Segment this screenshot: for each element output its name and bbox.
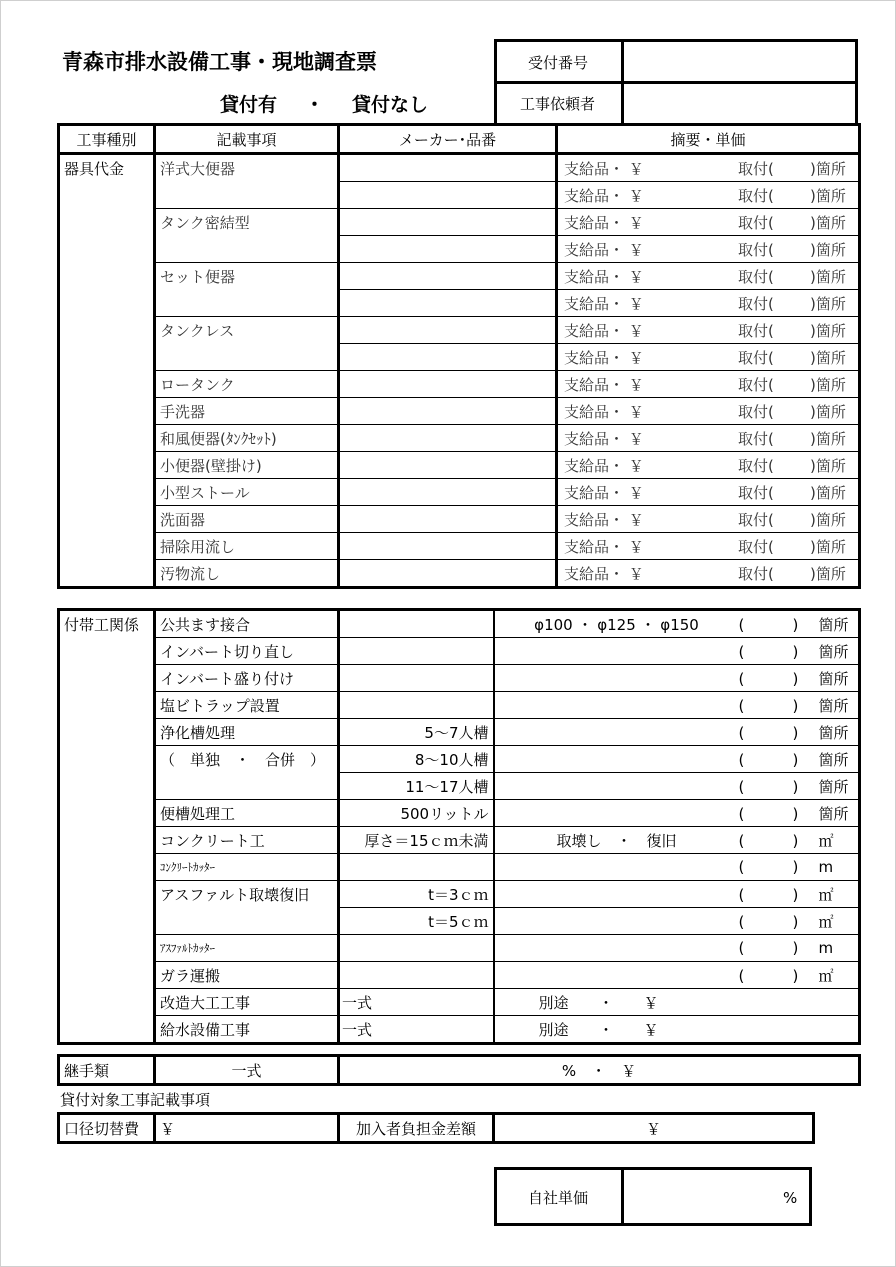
fixture-name bbox=[155, 290, 339, 317]
fixture-maker-field[interactable] bbox=[339, 344, 557, 371]
install-unit: )箇所 bbox=[810, 213, 846, 232]
install-unit: )箇所 bbox=[810, 375, 846, 394]
work-quantity[interactable] bbox=[739, 962, 860, 989]
fixture-name: タンク密結型 bbox=[155, 209, 339, 236]
install-unit: )箇所 bbox=[810, 537, 846, 556]
close-paren: ) bbox=[792, 858, 799, 876]
work-note: 取壊し ・ 復旧 bbox=[494, 827, 739, 854]
install-unit: )箇所 bbox=[810, 510, 846, 529]
open-paren: ( bbox=[738, 642, 745, 661]
work-quantity[interactable] bbox=[739, 881, 860, 908]
fixture-summary bbox=[557, 236, 860, 263]
loan-no: 貸付なし bbox=[352, 94, 429, 116]
work-name: （ 単独 ・ 合併 ） bbox=[155, 746, 339, 773]
fixture-name: 小型ストール bbox=[155, 479, 339, 506]
work-quantity[interactable] bbox=[739, 638, 860, 665]
work-name: ガラ運搬 bbox=[155, 962, 339, 989]
work-unit: 箇所 bbox=[818, 804, 849, 823]
install-unit: )箇所 bbox=[810, 564, 846, 583]
close-paren: ) bbox=[792, 615, 799, 634]
fixture-maker-field[interactable] bbox=[339, 506, 557, 533]
work-quantity[interactable] bbox=[739, 935, 860, 962]
close-paren: ) bbox=[792, 777, 799, 796]
work-unit: 箇所 bbox=[818, 750, 849, 769]
work-note bbox=[494, 692, 739, 719]
open-paren: ( bbox=[738, 723, 745, 742]
work-name: 公共ます接合 bbox=[155, 610, 339, 638]
work-quantity[interactable] bbox=[739, 773, 860, 800]
install-label: 取付( bbox=[738, 375, 774, 394]
work-note bbox=[494, 665, 739, 692]
fixture-name bbox=[155, 344, 339, 371]
install-unit: )箇所 bbox=[810, 294, 846, 313]
close-paren: ) bbox=[792, 804, 799, 823]
work-quantity[interactable] bbox=[739, 665, 860, 692]
requester-label: 工事依頼者 bbox=[520, 95, 596, 113]
joints-label: 継手類 bbox=[59, 1056, 155, 1085]
diameter-change-label: 口径切替費 bbox=[59, 1114, 155, 1143]
install-label: 取付( bbox=[738, 429, 774, 448]
fixture-summary bbox=[557, 263, 860, 290]
fixture-name: タンクレス bbox=[155, 317, 339, 344]
work-spec: 一式 bbox=[339, 989, 494, 1016]
fixture-maker-field[interactable] bbox=[339, 317, 557, 344]
fixture-name: 和風便器(ﾀﾝｸｾｯﾄ) bbox=[155, 425, 339, 452]
fixture-maker-field[interactable] bbox=[339, 154, 557, 182]
work-unit: 箇所 bbox=[818, 669, 849, 688]
supply-price-label: 支給品・ ￥ bbox=[564, 429, 644, 448]
open-paren: ( bbox=[738, 912, 745, 931]
receipt-number-label: 受付番号 bbox=[528, 54, 589, 72]
install-label: 取付( bbox=[738, 564, 774, 583]
fixture-name: 洋式大便器 bbox=[155, 154, 339, 182]
work-spec: 8～10人槽 bbox=[339, 746, 494, 773]
work-name: 給水設備工事 bbox=[155, 1016, 339, 1044]
work-spec bbox=[339, 962, 494, 989]
loan-separator: ・ bbox=[305, 94, 325, 116]
supply-price-label: 支給品・ ￥ bbox=[564, 564, 644, 583]
work-name: 塩ビトラップ設置 bbox=[155, 692, 339, 719]
work-quantity[interactable] bbox=[739, 610, 860, 638]
work-unit: m bbox=[818, 858, 834, 876]
install-label: 取付( bbox=[738, 294, 774, 313]
work-spec bbox=[339, 935, 494, 962]
work-unit: 箇所 bbox=[818, 723, 849, 742]
work-spec bbox=[339, 692, 494, 719]
work-spec: 厚さ＝15ｃｍ未満 bbox=[339, 827, 494, 854]
work-note: 別途 ・ ￥ bbox=[538, 1020, 659, 1039]
supply-price-label: 支給品・ ￥ bbox=[564, 537, 644, 556]
work-note: 別途 ・ ￥ bbox=[494, 989, 860, 1016]
fixture-name: 掃除用流し bbox=[155, 533, 339, 560]
work-unit: ㎡ bbox=[818, 885, 834, 904]
work-unit: 箇所 bbox=[818, 777, 849, 796]
work-note bbox=[494, 935, 739, 962]
fixture-summary bbox=[557, 560, 860, 588]
supply-price-label: 支給品・ ￥ bbox=[564, 348, 644, 367]
fixture-maker-field[interactable] bbox=[339, 263, 557, 290]
open-paren: ( bbox=[738, 858, 745, 876]
install-unit: )箇所 bbox=[810, 321, 846, 340]
open-paren: ( bbox=[738, 885, 745, 904]
work-spec: 一式 bbox=[339, 1016, 494, 1044]
loan-yes: 貸付有 bbox=[220, 94, 278, 116]
work-spec: 11～17人槽 bbox=[339, 773, 494, 800]
work-name: ｺﾝｸﾘｰﾄｶｯﾀｰ bbox=[155, 854, 339, 881]
supply-price-label: 支給品・ ￥ bbox=[564, 267, 644, 286]
work-note bbox=[494, 773, 739, 800]
fixture-name: ロータンク bbox=[155, 371, 339, 398]
loan-table bbox=[57, 1112, 815, 1144]
own-price-label: 自社単価 bbox=[528, 1189, 589, 1207]
supply-price-label: 支給品・ ￥ bbox=[564, 456, 644, 475]
receipt-number-field[interactable] bbox=[626, 43, 854, 80]
fixture-maker-field[interactable] bbox=[339, 398, 557, 425]
loan-options bbox=[220, 90, 428, 117]
work-note bbox=[494, 881, 739, 908]
fixture-maker-field[interactable] bbox=[339, 479, 557, 506]
close-paren: ) bbox=[792, 723, 799, 742]
supply-price-label: 支給品・ ￥ bbox=[564, 510, 644, 529]
install-label: 取付( bbox=[738, 348, 774, 367]
requester-field[interactable] bbox=[626, 85, 854, 123]
work-name: コンクリート工 bbox=[155, 827, 339, 854]
fixture-summary bbox=[557, 371, 860, 398]
own-price-value[interactable]: % bbox=[783, 1189, 798, 1207]
col-maker: メーカー･品番 bbox=[339, 125, 557, 154]
supply-price-label: 支給品・ ￥ bbox=[564, 402, 644, 421]
close-paren: ) bbox=[792, 885, 799, 904]
work-spec: t＝5ｃｍ bbox=[339, 908, 494, 935]
supply-price-label: 支給品・ ￥ bbox=[564, 240, 644, 259]
install-label: 取付( bbox=[738, 186, 774, 205]
fixtures-table bbox=[57, 123, 861, 589]
fixture-maker-field[interactable] bbox=[339, 425, 557, 452]
joints-note: % ・ ￥ bbox=[561, 1061, 637, 1080]
fixture-name: 小便器(壁掛け) bbox=[155, 452, 339, 479]
work-spec bbox=[339, 638, 494, 665]
work-spec: t＝3ｃｍ bbox=[339, 881, 494, 908]
close-paren: ) bbox=[792, 939, 799, 957]
work-quantity[interactable] bbox=[739, 854, 860, 881]
work-unit: ㎡ bbox=[818, 912, 834, 931]
install-unit: )箇所 bbox=[810, 456, 846, 475]
member-diff-value[interactable]: ￥ bbox=[645, 1119, 661, 1138]
work-quantity[interactable] bbox=[739, 746, 860, 773]
joints-spec: 一式 bbox=[155, 1056, 339, 1085]
install-unit: )箇所 bbox=[810, 240, 846, 259]
fixture-name bbox=[155, 182, 339, 209]
work-name: 改造大工工事 bbox=[155, 989, 339, 1016]
install-label: 取付( bbox=[738, 213, 774, 232]
work-quantity[interactable] bbox=[739, 719, 860, 746]
open-paren: ( bbox=[738, 804, 745, 823]
work-name: ｱｽﾌｧﾙﾄｶｯﾀｰ bbox=[155, 935, 339, 962]
supply-price-label: 支給品・ ￥ bbox=[564, 294, 644, 313]
work-name: アスファルト取壊復旧 bbox=[155, 881, 339, 908]
close-paren: ) bbox=[792, 696, 799, 715]
work-quantity[interactable] bbox=[739, 692, 860, 719]
works-table bbox=[57, 608, 861, 1045]
fixture-summary bbox=[557, 533, 860, 560]
work-name bbox=[155, 908, 339, 935]
fixture-maker-field[interactable] bbox=[339, 560, 557, 588]
install-label: 取付( bbox=[738, 159, 774, 178]
install-label: 取付( bbox=[738, 402, 774, 421]
diameter-change-value[interactable]: ￥ bbox=[155, 1114, 339, 1143]
work-name: 便槽処理工 bbox=[155, 800, 339, 827]
fixtures-category: 器具代金 bbox=[59, 154, 155, 588]
close-paren: ) bbox=[792, 966, 799, 985]
work-spec: 5～7人槽 bbox=[339, 719, 494, 746]
fixture-summary bbox=[557, 182, 860, 209]
install-label: 取付( bbox=[738, 483, 774, 502]
fixture-maker-field[interactable] bbox=[339, 236, 557, 263]
open-paren: ( bbox=[738, 750, 745, 769]
supply-price-label: 支給品・ ￥ bbox=[564, 483, 644, 502]
open-paren: ( bbox=[738, 696, 745, 715]
fixture-summary bbox=[557, 317, 860, 344]
work-note bbox=[494, 800, 739, 827]
works-category: 付帯工関係 bbox=[59, 610, 155, 1044]
work-spec bbox=[339, 610, 494, 638]
work-name: 浄化槽処理 bbox=[155, 719, 339, 746]
member-diff-label: 加入者負担金差額 bbox=[339, 1114, 494, 1143]
install-unit: )箇所 bbox=[810, 429, 846, 448]
fixture-summary bbox=[557, 154, 860, 182]
supply-price-label: 支給品・ ￥ bbox=[564, 213, 644, 232]
work-unit: ㎡ bbox=[818, 831, 834, 850]
work-spec bbox=[339, 854, 494, 881]
install-unit: )箇所 bbox=[810, 402, 846, 421]
fixture-name bbox=[155, 236, 339, 263]
fixture-summary bbox=[557, 425, 860, 452]
joints-table bbox=[57, 1054, 861, 1086]
work-name: インバート盛り付け bbox=[155, 665, 339, 692]
fixture-summary bbox=[557, 452, 860, 479]
page-title: 青森市排水設備工事・現地調査票 bbox=[62, 50, 377, 74]
work-unit: 箇所 bbox=[818, 696, 849, 715]
close-paren: ) bbox=[792, 912, 799, 931]
open-paren: ( bbox=[738, 831, 745, 850]
fixture-maker-field[interactable] bbox=[339, 209, 557, 236]
install-unit: )箇所 bbox=[810, 159, 846, 178]
close-paren: ) bbox=[792, 831, 799, 850]
fixture-maker-field[interactable] bbox=[339, 533, 557, 560]
work-spec: 500リットル bbox=[339, 800, 494, 827]
work-note bbox=[494, 638, 739, 665]
install-label: 取付( bbox=[738, 456, 774, 475]
work-quantity[interactable] bbox=[739, 908, 860, 935]
fixture-name: 汚物流し bbox=[155, 560, 339, 588]
work-note bbox=[494, 854, 739, 881]
work-quantity[interactable] bbox=[739, 827, 860, 854]
col-summary: 摘要・単価 bbox=[670, 130, 746, 149]
open-paren: ( bbox=[738, 939, 745, 957]
col-description: 記載事項 bbox=[155, 125, 339, 154]
work-note bbox=[494, 908, 739, 935]
close-paren: ) bbox=[792, 750, 799, 769]
fixture-summary bbox=[557, 290, 860, 317]
work-spec bbox=[339, 665, 494, 692]
install-unit: )箇所 bbox=[810, 348, 846, 367]
install-unit: )箇所 bbox=[810, 186, 846, 205]
supply-price-label: 支給品・ ￥ bbox=[564, 186, 644, 205]
install-label: 取付( bbox=[738, 537, 774, 556]
open-paren: ( bbox=[738, 966, 745, 985]
supply-price-label: 支給品・ ￥ bbox=[564, 375, 644, 394]
work-note bbox=[494, 962, 739, 989]
open-paren: ( bbox=[738, 669, 745, 688]
close-paren: ) bbox=[792, 642, 799, 661]
open-paren: ( bbox=[738, 777, 745, 796]
fixture-maker-field[interactable] bbox=[339, 182, 557, 209]
fixture-name: 手洗器 bbox=[155, 398, 339, 425]
work-name: インバート切り直し bbox=[155, 638, 339, 665]
install-unit: )箇所 bbox=[810, 267, 846, 286]
fixture-maker-field[interactable] bbox=[339, 290, 557, 317]
loan-section-title: 貸付対象工事記載事項 bbox=[60, 1091, 211, 1109]
work-note: φ100 ・ φ125 ・ φ150 bbox=[494, 610, 739, 638]
work-note bbox=[494, 719, 739, 746]
fixture-maker-field[interactable] bbox=[339, 452, 557, 479]
work-name bbox=[155, 773, 339, 800]
work-unit: 箇所 bbox=[818, 642, 849, 661]
install-label: 取付( bbox=[738, 240, 774, 259]
install-unit: )箇所 bbox=[810, 483, 846, 502]
work-quantity[interactable] bbox=[739, 800, 860, 827]
open-paren: ( bbox=[738, 615, 745, 634]
fixture-maker-field[interactable] bbox=[339, 371, 557, 398]
fixture-summary bbox=[557, 344, 860, 371]
work-unit: 箇所 bbox=[818, 615, 849, 634]
install-label: 取付( bbox=[738, 510, 774, 529]
fixture-summary bbox=[557, 209, 860, 236]
fixture-name: セット便器 bbox=[155, 263, 339, 290]
fixture-summary bbox=[557, 506, 860, 533]
install-label: 取付( bbox=[738, 267, 774, 286]
fixture-summary bbox=[557, 479, 860, 506]
close-paren: ) bbox=[792, 669, 799, 688]
work-note bbox=[494, 746, 739, 773]
fixture-summary bbox=[557, 398, 860, 425]
work-unit: ㎡ bbox=[818, 966, 834, 985]
install-label: 取付( bbox=[738, 321, 774, 340]
supply-price-label: 支給品・ ￥ bbox=[564, 321, 644, 340]
fixture-name: 洗面器 bbox=[155, 506, 339, 533]
work-unit: m bbox=[818, 939, 834, 957]
supply-price-label: 支給品・ ￥ bbox=[564, 159, 644, 178]
col-work-type: 工事種別 bbox=[59, 125, 155, 154]
